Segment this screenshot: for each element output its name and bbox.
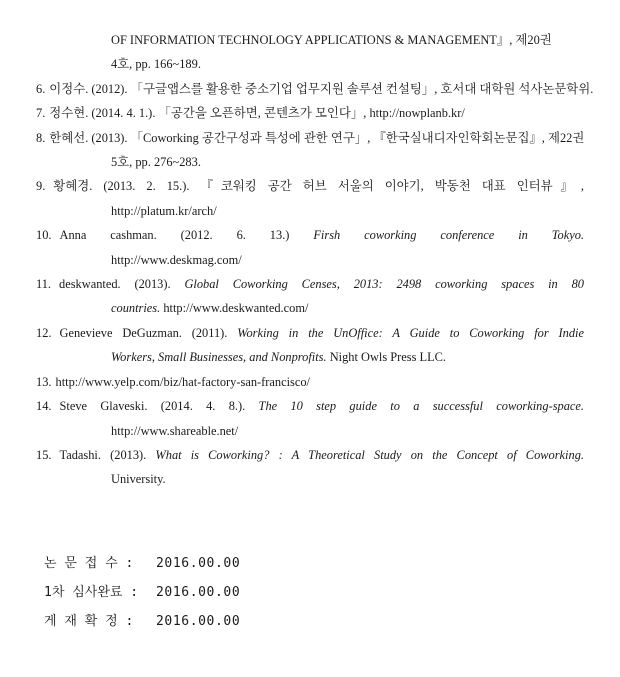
reference-item bbox=[36, 28, 584, 77]
reference-line bbox=[36, 248, 584, 272]
reference-title-italic: Workers, Small Businesses, and Nonprofits. bbox=[111, 350, 327, 365]
submission-date-row bbox=[44, 581, 240, 600]
reference-line bbox=[36, 272, 584, 296]
submission-date-value: 2016.00.00 bbox=[156, 585, 241, 600]
reference-item bbox=[36, 77, 594, 101]
reference-text-part: 한혜선. (2013). 「Coworking 공간구성과 특성에 관한 연구」, 『한국실내디자인학회논문집』, 제22권 bbox=[49, 130, 585, 145]
reference-line bbox=[36, 126, 584, 150]
submission-date-row bbox=[44, 552, 240, 571]
reference-line bbox=[36, 28, 584, 52]
reference-item bbox=[36, 272, 584, 321]
reference-line bbox=[36, 199, 584, 223]
reference-title-italic: What is Coworking? : A Theoretical Study on the Concept of Coworking. bbox=[155, 447, 584, 462]
reference-line bbox=[36, 77, 594, 101]
reference-text-part: Genevieve DeGuzman. (2011). bbox=[59, 325, 238, 340]
reference-text-part: 4호, pp. 166~189. bbox=[111, 57, 201, 72]
reference-text bbox=[111, 155, 201, 169]
reference-line bbox=[36, 419, 584, 443]
submission-date-label: 논 문 접 수 : bbox=[44, 556, 134, 571]
reference-text bbox=[53, 174, 584, 198]
reference-line bbox=[36, 101, 584, 125]
reference-text bbox=[49, 106, 464, 120]
reference-line bbox=[36, 394, 584, 418]
reference-text-part[interactable]: http://www.shareable.net/ bbox=[111, 423, 239, 438]
reference-title-italic: Working in the UnOffice: A Guide to Coworking for Indie bbox=[237, 325, 584, 340]
reference-line bbox=[36, 467, 584, 491]
reference-text-part: 황혜경. (2013. 2. 15.). 『코워킹 공간 허브 서울의 이야기, 박동천 대표 인터뷰』, bbox=[53, 179, 584, 194]
reference-item bbox=[36, 126, 584, 175]
reference-item bbox=[36, 223, 584, 272]
reference-title-italic: The 10 step guide to a successful coworking-space. bbox=[258, 399, 584, 414]
reference-text bbox=[111, 204, 217, 218]
reference-text-part[interactable]: http://www.deskwanted.com/ bbox=[160, 301, 309, 316]
reference-title-italic: Global Coworking Censes, 2013: 2498 coworking spaces in 80 bbox=[184, 277, 584, 292]
reference-title-italic: Firsh coworking conference in Tokyo. bbox=[313, 228, 585, 243]
reference-number: 15. bbox=[36, 447, 52, 462]
reference-text-part: deskwanted. (2013). bbox=[59, 277, 185, 292]
submission-date-value: 2016.00.00 bbox=[156, 556, 241, 571]
reference-text-part: Night Owls Press LLC. bbox=[326, 350, 447, 365]
reference-text bbox=[49, 82, 593, 96]
reference-text bbox=[60, 394, 585, 418]
reference-number: 13. bbox=[36, 374, 52, 389]
reference-text bbox=[111, 253, 242, 267]
reference-number: 6. bbox=[36, 81, 46, 96]
reference-item bbox=[36, 321, 584, 370]
submission-date-label: 게 재 확 정 : bbox=[44, 614, 134, 629]
reference-number: 7. bbox=[36, 106, 46, 121]
reference-text bbox=[60, 321, 585, 345]
reference-item bbox=[36, 370, 584, 394]
reference-line bbox=[36, 223, 584, 247]
reference-text-part: University. bbox=[111, 472, 166, 487]
reference-text bbox=[60, 223, 585, 247]
reference-text bbox=[49, 131, 584, 145]
reference-text-part: Tadashi. (2013). bbox=[59, 447, 156, 462]
reference-number: 11. bbox=[36, 277, 52, 292]
submission-date-row bbox=[44, 610, 240, 629]
reference-item bbox=[36, 174, 584, 223]
reference-item bbox=[36, 394, 584, 443]
reference-line bbox=[36, 370, 584, 394]
reference-text bbox=[111, 301, 308, 315]
reference-line bbox=[36, 174, 584, 198]
reference-text-part[interactable]: 정수현. (2014. 4. 1.). 「공간을 오픈하면, 콘텐츠가 모인다」, http://nowplanb.kr/ bbox=[49, 106, 465, 121]
reference-text bbox=[111, 472, 166, 486]
reference-text-part: Anna cashman. (2012. 6. 13.) bbox=[59, 228, 314, 243]
reference-number: 10. bbox=[36, 228, 52, 243]
reference-text-part: 이정수. (2012). 「구글앱스를 활용한 중소기업 업무지원 솔루션 컨설팅」, 호서대 대학원 석사논문학위. bbox=[49, 81, 594, 96]
reference-text-part[interactable]: http://www.yelp.com/biz/hat-factory-san-francisco/ bbox=[55, 374, 310, 389]
reference-title-italic: countries. bbox=[111, 301, 161, 316]
reference-item bbox=[36, 101, 584, 125]
reference-line bbox=[36, 150, 584, 174]
reference-number: 9. bbox=[36, 179, 46, 194]
reference-text bbox=[111, 350, 446, 364]
reference-text bbox=[56, 375, 311, 389]
submission-date-label: 1차 심사완료 : bbox=[44, 585, 139, 600]
reference-text-part[interactable]: http://platum.kr/arch/ bbox=[111, 203, 217, 218]
reference-number: 14. bbox=[36, 399, 52, 414]
reference-number: 8. bbox=[36, 130, 46, 145]
reference-line bbox=[36, 52, 584, 76]
reference-number: 12. bbox=[36, 325, 52, 340]
reference-text bbox=[111, 57, 201, 71]
submission-date-value: 2016.00.00 bbox=[156, 614, 241, 629]
reference-line bbox=[36, 443, 584, 467]
reference-text bbox=[111, 424, 238, 438]
reference-text-part: 5호, pp. 276~283. bbox=[111, 155, 201, 170]
reference-item bbox=[36, 443, 584, 492]
reference-text-part: OF INFORMATION TECHNOLOGY APPLICATIONS & MANAGEMENT』, 제20권 bbox=[111, 33, 552, 47]
reference-list bbox=[36, 28, 594, 492]
reference-line bbox=[36, 296, 584, 320]
reference-text-part: Steve Glaveski. (2014. 4. 8.). bbox=[59, 399, 259, 414]
reference-text-part[interactable]: http://www.deskmag.com/ bbox=[111, 252, 242, 267]
reference-text bbox=[60, 443, 585, 467]
reference-text bbox=[111, 33, 552, 47]
reference-line bbox=[36, 321, 584, 345]
reference-line bbox=[36, 345, 584, 369]
reference-text bbox=[59, 272, 584, 296]
